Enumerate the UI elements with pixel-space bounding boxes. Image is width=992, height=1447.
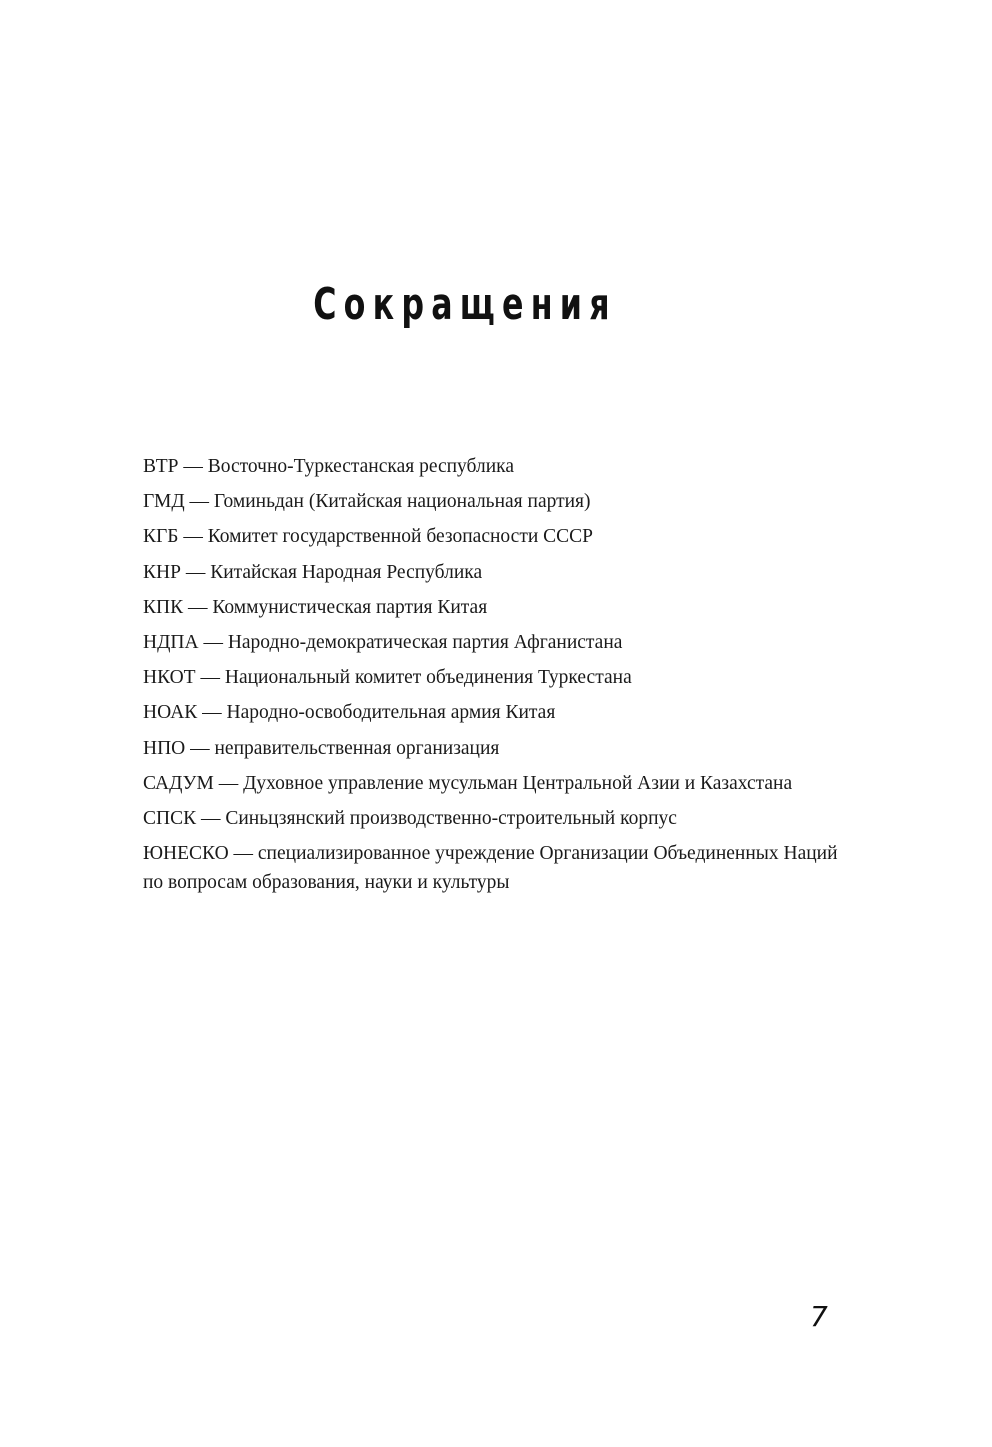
abbreviation: НОАК <box>143 702 198 724</box>
page-number: 7 <box>810 1300 828 1333</box>
abbreviation: КНР <box>143 561 181 583</box>
abbreviation: НКОТ <box>143 667 196 689</box>
dash-separator: — <box>178 456 208 477</box>
list-item <box>143 593 843 622</box>
meaning: Восточно-Туркестанская республика <box>207 456 514 477</box>
abbreviation: НПО <box>143 737 186 759</box>
abbreviation: КГБ <box>143 526 179 548</box>
dash-separator: — <box>195 667 225 689</box>
dash-separator: — <box>213 772 244 794</box>
dash-separator: — <box>184 491 214 513</box>
list-item <box>143 839 843 897</box>
abbreviation: ВТР <box>143 456 179 477</box>
abbreviation: СПСК <box>143 807 197 829</box>
meaning: Синьцзянский производственно-строительный корпус <box>225 807 677 829</box>
list-item <box>143 522 843 551</box>
list-item <box>143 452 843 481</box>
list-item <box>143 487 843 516</box>
list-item <box>143 663 843 692</box>
abbreviation: ГМД <box>143 491 185 513</box>
abbreviation: ЮНЕСКО <box>143 843 229 865</box>
dash-separator: — <box>183 596 213 618</box>
abbreviations-list <box>143 452 843 903</box>
meaning: Комитет государственной безопасности СССР <box>207 526 594 548</box>
meaning: Гоминьдан (Китайская национальная партия) <box>213 491 591 513</box>
meaning: Коммунистическая партия Китая <box>212 596 488 618</box>
abbreviation: НДПА <box>143 631 199 653</box>
list-item <box>143 628 843 657</box>
page-title: Сокращения <box>313 279 617 331</box>
list-item <box>143 698 843 727</box>
dash-separator: — <box>180 561 211 583</box>
list-item <box>143 769 843 798</box>
dash-separator: — <box>197 702 227 724</box>
meaning: Национальный комитет объединения Туркестана <box>224 667 632 689</box>
list-item <box>143 558 843 587</box>
dash-separator: — <box>198 631 228 653</box>
meaning: Народно-освободительная армия Китая <box>226 702 556 724</box>
dash-separator: — <box>178 526 208 548</box>
meaning: неправительственная организация <box>214 737 500 759</box>
list-item <box>143 734 843 763</box>
abbreviation: КПК <box>143 596 184 618</box>
abbreviation: САДУМ <box>143 772 214 794</box>
dash-separator: — <box>196 807 226 829</box>
meaning: специализированное учреждение Организации Объединенных Наций по вопросам образования, науки и культуры <box>143 843 838 894</box>
meaning: Духовное управление мусульман Центральной Азии и Казахстана <box>243 772 793 794</box>
meaning: Китайская Народная Республика <box>210 561 483 583</box>
dash-separator: — <box>228 843 258 865</box>
list-item <box>143 804 843 833</box>
dash-separator: — <box>185 737 215 759</box>
meaning: Народно-демократическая партия Афганистана <box>227 631 623 653</box>
